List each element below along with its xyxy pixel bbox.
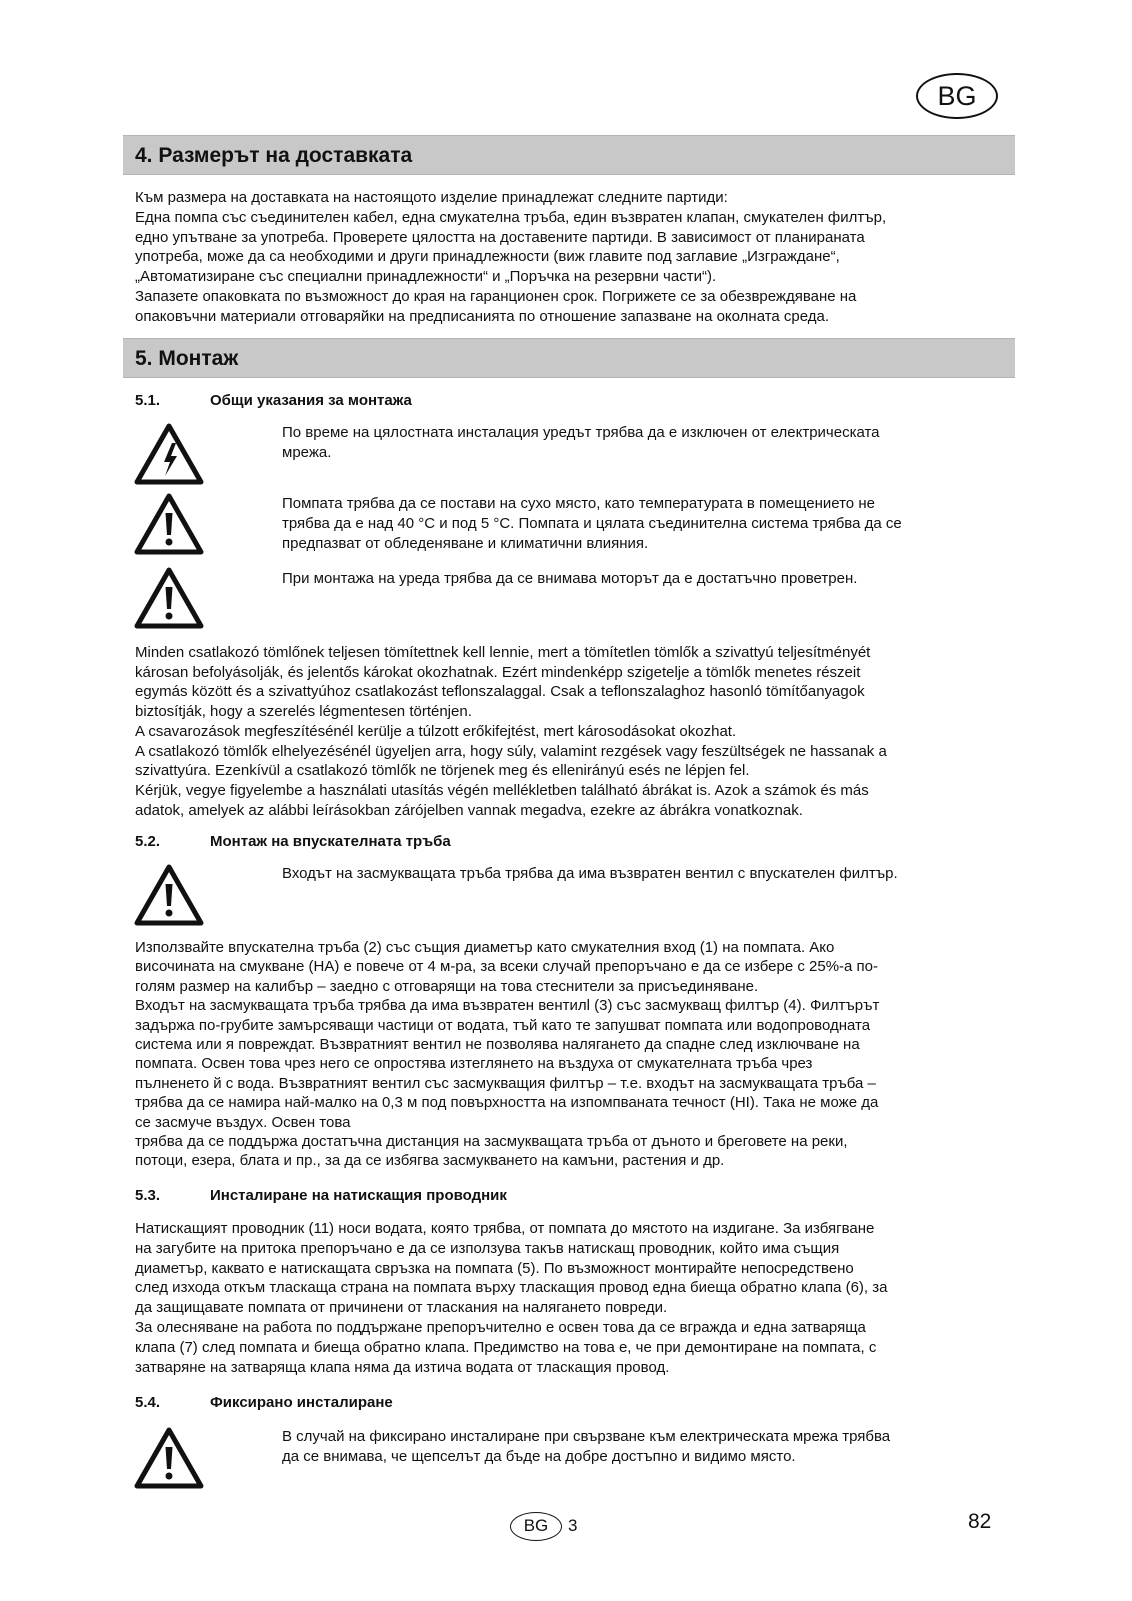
subsection-5-4-heading [135, 1393, 835, 1413]
subsection-number: 5.3. [135, 1187, 161, 1204]
text-line: A csavarozások megfeszítésénél kerülje a túlzott erőkifejtést, mert károsodásokat okozhat. [135, 722, 737, 740]
text-line: egymás között és a szivattyúhoz csatlakozást teflonszalaggal. Csak a teflonszalaghoz hasonló tömítőanyagok [135, 683, 865, 701]
text-line: По време на цялостната инсталация уредът трябва да е изключен от електрическата [282, 424, 880, 441]
text-line: В случай на фиксирано инсталиране при свързване към електрическата мрежа трябва [282, 1428, 891, 1445]
text-line: голям размер на калибър – заедно с отговарящи на това стеснители за присъединяване. [135, 977, 759, 995]
subsection-title: Фиксирано инсталиране [210, 1394, 393, 1411]
text-line: За олесняване на работа по поддържане препоръчително е освен това да се вгражда и една затваряща [135, 1318, 866, 1336]
text-line: A csatlakozó tömlők elhelyezésénél ügyeljen arra, hogy súly, valamint rezgések vagy feszültségek ne hassanak a [135, 742, 887, 760]
subsection-5-2-body [135, 938, 1010, 1171]
subsection-title: Инсталиране на натискащия проводник [210, 1187, 507, 1204]
note-ventilation [282, 569, 1012, 589]
text-line: „Автоматизиране със специални принадлежности“ и „Поръчка на резервни части“). [135, 268, 717, 286]
text-line: система или я повреждат. Възвратният вентил не позволява налягането да спадне след изключване на [135, 1036, 860, 1054]
text-line: Запазете опаковката по възможност до края на гаранционен срок. Погрижете се за обезвреждяване на [135, 287, 857, 305]
section-5-heading: 5. Монтаж [123, 338, 1015, 378]
subsection-5-2-heading [135, 832, 835, 852]
subsection-5-1-heading [135, 391, 835, 411]
subsection-5-1-body [135, 643, 1010, 820]
text-line: Една помпа със съединителен кабел, една смукателна тръба, един възвратен клапан, смукателен филтър, [135, 208, 887, 226]
text-line: szivattyúra. Ezenkívül a csatlakozó tömlők ne törjenek meg és ellenirányú esés ne lépjen fel. [135, 762, 750, 780]
subsection-title: Общи указания за монтажа [210, 392, 412, 409]
note-plug-access [282, 1427, 1012, 1467]
subsection-number: 5.2. [135, 833, 161, 850]
note-dry-location [282, 494, 1012, 554]
text-line: adatok, amelyek az alábbi leírásokban zárójelben vannak megadva, ezekre az ábrákra vonatkoznak. [135, 801, 803, 819]
text-line: мрежа. [282, 444, 332, 461]
note-power-off [282, 423, 1012, 463]
text-line: клапа (7) след помпата и биеща обратно клапа. Предимство на това е, че при демонтиране на помпата, с [135, 1338, 877, 1356]
text-line: Използвайте впускателна тръба (2) със същия диаметър като смукателния вход (1) на помпата. Ако [135, 939, 835, 956]
text-line: след изхода откъм тласкаща страна на помпата върху тласкащия провод една биеща обратно клапа (6), за [135, 1279, 888, 1297]
text-line: височината на смукване (НА) е повече от 4 м-ра, за всеки случай препоръчано е да се избере с 25%-а по- [135, 958, 879, 976]
text-line: диаметър, каквато е натискащата свръзка на помпата (5). По възможност монтирайте непосредствено [135, 1259, 854, 1277]
section-4-body [135, 188, 1010, 327]
text-line: опаковъчни материали отговаряйки на предписанията по отношение запазване на околната среда. [135, 307, 830, 325]
text-line: При монтажа на уреда трябва да се внимава моторът да е достатъчно проветрен. [282, 570, 858, 587]
section-4-heading: 4. Размерът на доставката [123, 135, 1015, 175]
text-line: Kérjük, vegye figyelembe a használati utasítás végén mellékletben található ábrákat is. Azok a számok és más [135, 781, 869, 799]
page-number: 82 [968, 1510, 992, 1533]
warning-icon [134, 493, 204, 555]
text-line: се засмуче въздух. Освен това [135, 1113, 351, 1131]
text-line: Натискащият проводник (11) носи водата, която трябва, от помпата до мястото на издигане. За избягване [135, 1220, 875, 1237]
text-line: Minden csatlakozó tömlőnek teljesen tömítettnek kell lennie, mert a tömítetlen tömlők a szivattyú teljesítményét [135, 644, 871, 661]
text-line: на загубите на притока препоръчано е да се използува такъв натискащ проводник, който има същия [135, 1239, 840, 1257]
note-inlet-valve [282, 864, 1012, 884]
electric-hazard-icon [134, 423, 204, 485]
text-line: предпазват от обледеняване и климатични влияния. [282, 535, 649, 552]
text-line: biztosítják, hogy a szerelés légmentesen történjen. [135, 703, 472, 721]
text-line: употреба, може да са необходими и други принадлежности (виж главите под заглавие „Изграждане“, [135, 248, 840, 266]
subsection-title: Монтаж на впускателната тръба [210, 833, 451, 850]
warning-icon [134, 567, 204, 629]
warning-icon [134, 1427, 204, 1489]
subsection-number: 5.1. [135, 392, 161, 409]
text-line: едно упътване за употреба. Проверете цялостта на доставените партиди. В зависимост от планираната [135, 228, 865, 246]
text-line: да защищавате помпата от причинени от тласкания на налягането повреди. [135, 1299, 668, 1317]
text-line: трябва да се поддържа достатъчна дистанция на засмукващата тръба от дъното и бреговете на реки, [135, 1133, 848, 1151]
footer-chapter-page: 3 [568, 1516, 578, 1535]
text-line: задържа по-грубите замърсяващи частици от водата, тъй като те запушват помпата или водопроводната [135, 1016, 871, 1034]
subsection-5-3-body [135, 1219, 1010, 1377]
subsection-number: 5.4. [135, 1394, 161, 1411]
text-line: потоци, езера, блата и пр., за да се избягва засмукването на камъни, растения и др. [135, 1152, 725, 1170]
text-line: трябва да е над 40 °C и под 5 °C. Помпата и цялата съединителна система трябва да се [282, 515, 902, 532]
text-line: Помпата трябва да се постави на сухо място, като температурата в помещението не [282, 495, 875, 512]
text-line: károsan befolyásolják, és jelentős károkat okozhatnak. Ezért mindenképp szigetelje a tömlők menetes részeit [135, 663, 861, 681]
warning-icon [134, 864, 204, 926]
subsection-5-3-heading [135, 1186, 835, 1206]
language-badge: BG [916, 73, 998, 119]
text-line: трябва да се намира най-малко на 0,3 м под повърхността на изпомпваната течност (HI). Така не може да [135, 1094, 879, 1112]
text-line: пълненето й с вода. Възвратният вентил със засмукващия филтър – т.е. входът на засмукващата тръба – [135, 1074, 876, 1092]
text-line: Към размера на доставката на настоящото изделие принадлежат следните партиди: [135, 189, 728, 206]
text-line: Входът на засмукващата тръба трябва да има възвратен вентилl (3) със засмукващ филтър (4). Филтърът [135, 997, 880, 1015]
text-line: Входът на засмукващата тръба трябва да има възвратен вентил с впускателен филтър. [282, 865, 898, 882]
text-line: помпата. Освен това чрез него се опростява изтеглянето на въздуха от смукателната тръба чрез [135, 1055, 813, 1073]
text-line: затваряне на затваряща клапа няма да изтича водата от тласкащия провод. [135, 1358, 670, 1376]
footer-language-badge: BG [510, 1512, 562, 1541]
text-line: да се внимава, че щепселът да бъде на добре достъпно и видимо място. [282, 1448, 796, 1465]
